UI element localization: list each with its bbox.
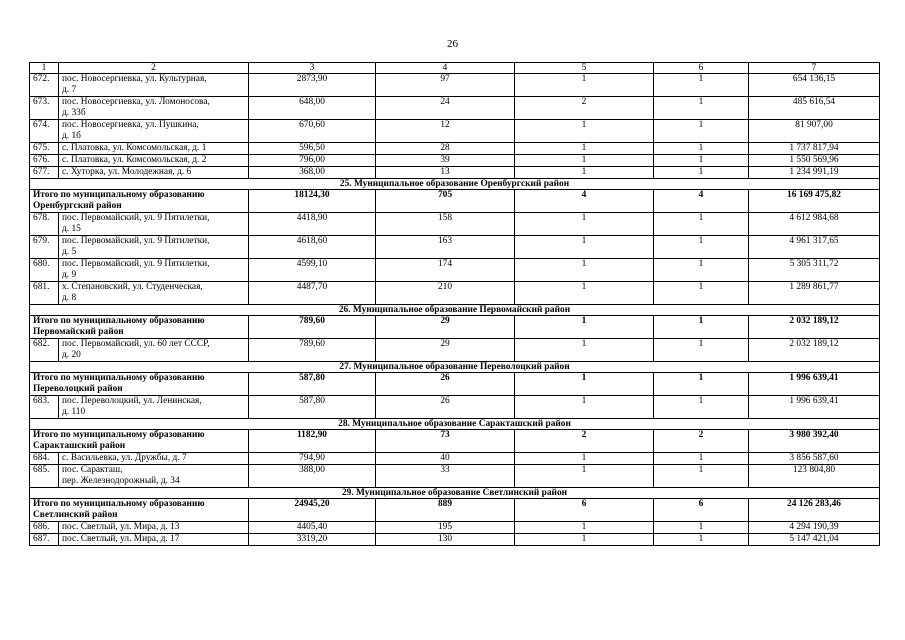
col-6-cell: 1 [654, 465, 749, 488]
area-cell: 789,60 [249, 339, 376, 362]
address-cell: с. Васильевка, ул. Дружбы, д. 7 [59, 453, 249, 465]
address-line-2: д. 7 [62, 85, 77, 95]
address-cell [59, 259, 249, 282]
col-5-cell: 1 [515, 465, 654, 488]
address-cell [59, 213, 249, 236]
column-header: 6 [654, 63, 749, 74]
address-cell [59, 97, 249, 120]
total-amount: 1 996 639,41 [749, 373, 880, 396]
amount-cell: 485 616,54 [749, 97, 880, 120]
total-col-6: 4 [654, 190, 749, 213]
row-number: 674. [30, 120, 59, 143]
column-header: 2 [59, 63, 249, 74]
amount-cell: 4 961 317,65 [749, 236, 880, 259]
address-cell: пос. Светлый, ул. Мира, д. 17 [59, 534, 249, 546]
row-number: 683. [30, 396, 59, 419]
total-amount: 24 126 283,46 [749, 499, 880, 522]
total-area: 1182,90 [249, 430, 376, 453]
area-cell: 796,00 [249, 155, 376, 167]
table-row [30, 534, 880, 546]
table-row [30, 236, 880, 259]
table-row [30, 282, 880, 305]
row-number: 676. [30, 155, 59, 167]
section-header-row [30, 179, 880, 190]
residents-cell: 158 [376, 213, 515, 236]
residents-cell: 130 [376, 534, 515, 546]
residents-cell: 33 [376, 465, 515, 488]
amount-cell: 1 737 817,94 [749, 143, 880, 155]
total-label-line-1: Итого по муниципальному образованию [33, 499, 205, 509]
table-row [30, 522, 880, 534]
row-number: 685. [30, 465, 59, 488]
area-cell: 648,00 [249, 97, 376, 120]
area-cell: 4599,10 [249, 259, 376, 282]
total-label [30, 499, 249, 522]
address-line-1: пос. Первомайский, ул. 9 Пятилетки, [62, 213, 210, 223]
residents-cell: 24 [376, 97, 515, 120]
col-6-cell: 1 [654, 143, 749, 155]
section-title: 29. Муниципальное образование Светлинский район [30, 488, 880, 499]
total-residents: 705 [376, 190, 515, 213]
section-title: 28. Муниципальное образование Саракташский район [30, 419, 880, 430]
col-6-cell: 1 [654, 236, 749, 259]
total-col-6: 1 [654, 316, 749, 339]
residents-cell: 40 [376, 453, 515, 465]
row-number: 678. [30, 213, 59, 236]
amount-cell: 1 996 639,41 [749, 396, 880, 419]
total-residents: 26 [376, 373, 515, 396]
area-cell: 4405,40 [249, 522, 376, 534]
amount-cell: 654 136,15 [749, 74, 880, 97]
col-5-cell: 1 [515, 236, 654, 259]
amount-cell: 4 294 190,39 [749, 522, 880, 534]
total-row [30, 316, 880, 339]
address-line-1: пос. Первомайский, ул. 9 Пятилетки, [62, 259, 210, 269]
address-line-2: д. 9 [62, 270, 77, 280]
col-6-cell: 1 [654, 97, 749, 120]
address-line-2: д. 15 [62, 224, 81, 234]
row-number: 682. [30, 339, 59, 362]
col-5-cell: 1 [515, 120, 654, 143]
table-row [30, 259, 880, 282]
total-label [30, 190, 249, 213]
address-cell: с. Хуторка, ул. Молодежная, д. 6 [59, 167, 249, 179]
total-amount: 16 169 475,82 [749, 190, 880, 213]
residents-cell: 26 [376, 396, 515, 419]
area-cell: 2873,90 [249, 74, 376, 97]
table-row [30, 155, 880, 167]
total-col-5: 6 [515, 499, 654, 522]
total-area: 587,80 [249, 373, 376, 396]
row-number: 679. [30, 236, 59, 259]
col-6-cell: 1 [654, 167, 749, 179]
col-5-cell: 1 [515, 534, 654, 546]
address-line-1: пос. Саракташ, [62, 465, 123, 475]
residents-cell: 97 [376, 74, 515, 97]
total-label-line-1: Итого по муниципальному образованию [33, 190, 205, 200]
total-col-6: 1 [654, 373, 749, 396]
section-header-row [30, 362, 880, 373]
section-header-row [30, 419, 880, 430]
total-area: 24945,20 [249, 499, 376, 522]
address-line-1: пос. Новосергиевка, ул. Пушкина, [62, 120, 199, 130]
total-label-line-2: Первомайский район [33, 327, 124, 337]
col-6-cell: 1 [654, 396, 749, 419]
column-header: 1 [30, 63, 59, 74]
column-header-row [30, 63, 880, 74]
column-header: 3 [249, 63, 376, 74]
col-6-cell: 1 [654, 522, 749, 534]
row-number: 684. [30, 453, 59, 465]
area-cell: 4487,70 [249, 282, 376, 305]
row-number: 681. [30, 282, 59, 305]
col-5-cell: 1 [515, 339, 654, 362]
col-6-cell: 1 [654, 213, 749, 236]
col-6-cell: 1 [654, 453, 749, 465]
total-row [30, 373, 880, 396]
column-header: 7 [749, 63, 880, 74]
residents-cell: 12 [376, 120, 515, 143]
table-row [30, 167, 880, 179]
total-row [30, 499, 880, 522]
total-label-line-1: Итого по муниципальному образованию [33, 373, 205, 383]
residents-cell: 174 [376, 259, 515, 282]
total-label [30, 373, 249, 396]
amount-cell: 1 550 569,96 [749, 155, 880, 167]
row-number: 673. [30, 97, 59, 120]
row-number: 680. [30, 259, 59, 282]
area-cell: 794,90 [249, 453, 376, 465]
amount-cell: 81 907,00 [749, 120, 880, 143]
col-5-cell: 1 [515, 74, 654, 97]
total-residents: 889 [376, 499, 515, 522]
total-col-5: 1 [515, 373, 654, 396]
col-5-cell: 1 [515, 259, 654, 282]
col-5-cell: 1 [515, 396, 654, 419]
residents-cell: 28 [376, 143, 515, 155]
total-label-line-2: Переволоцкий район [33, 384, 123, 394]
area-cell: 4618,60 [249, 236, 376, 259]
total-label [30, 430, 249, 453]
address-line-2: пер. Железнодорожный, д. 34 [62, 476, 180, 486]
section-title: 26. Муниципальное образование Первомайский район [30, 305, 880, 316]
section-header-row [30, 305, 880, 316]
col-5-cell: 1 [515, 143, 654, 155]
col-6-cell: 1 [654, 74, 749, 97]
residents-cell: 29 [376, 339, 515, 362]
residents-cell: 210 [376, 282, 515, 305]
col-6-cell: 1 [654, 339, 749, 362]
area-cell: 368,00 [249, 167, 376, 179]
col-6-cell: 1 [654, 155, 749, 167]
address-line-1: пос. Первомайский, ул. 60 лет СССР, [62, 339, 210, 349]
area-cell: 3319,20 [249, 534, 376, 546]
address-line-2: д. 5 [62, 247, 77, 257]
col-5-cell: 2 [515, 97, 654, 120]
amount-cell: 123 804,80 [749, 465, 880, 488]
residents-cell: 13 [376, 167, 515, 179]
residents-cell: 195 [376, 522, 515, 534]
total-col-6: 2 [654, 430, 749, 453]
table-row [30, 143, 880, 155]
amount-cell: 1 234 991,19 [749, 167, 880, 179]
total-label-line-1: Итого по муниципальному образованию [33, 430, 205, 440]
table-row [30, 74, 880, 97]
col-5-cell: 1 [515, 453, 654, 465]
total-label-line-2: Саракташский район [33, 441, 126, 451]
address-cell [59, 120, 249, 143]
address-line-1: пос. Переволоцкий, ул. Ленинская, [62, 396, 202, 406]
housing-register-table [29, 62, 880, 546]
address-line-1: пос. Новосергиевка, ул. Ломоносова, [62, 97, 210, 107]
residents-cell: 39 [376, 155, 515, 167]
table-row [30, 339, 880, 362]
address-cell [59, 465, 249, 488]
col-5-cell: 1 [515, 213, 654, 236]
amount-cell: 2 032 189,12 [749, 339, 880, 362]
total-label-line-2: Оренбургский район [33, 201, 122, 211]
table-row [30, 465, 880, 488]
total-col-6: 6 [654, 499, 749, 522]
address-line-2: д. 33б [62, 108, 86, 118]
row-number: 672. [30, 74, 59, 97]
amount-cell: 5 305 311,72 [749, 259, 880, 282]
address-line-1: пос. Новосергиевка, ул. Культурная, [62, 74, 207, 84]
section-title: 27. Муниципальное образование Переволоцкий район [30, 362, 880, 373]
section-title: 25. Муниципальное образование Оренбургский район [30, 179, 880, 190]
address-cell: с. Платовка, ул. Комсомольская, д. 2 [59, 155, 249, 167]
total-amount: 3 980 392,40 [749, 430, 880, 453]
total-label [30, 316, 249, 339]
residents-cell: 163 [376, 236, 515, 259]
total-label-line-1: Итого по муниципальному образованию [33, 316, 205, 326]
section-header-row [30, 488, 880, 499]
address-cell [59, 282, 249, 305]
address-cell [59, 339, 249, 362]
area-cell: 670,60 [249, 120, 376, 143]
address-line-2: д. 110 [62, 407, 86, 417]
total-amount: 2 032 189,12 [749, 316, 880, 339]
amount-cell: 5 147 421,04 [749, 534, 880, 546]
col-5-cell: 1 [515, 155, 654, 167]
address-cell: с. Платовка, ул. Комсомольская, д. 1 [59, 143, 249, 155]
row-number: 675. [30, 143, 59, 155]
col-6-cell: 1 [654, 534, 749, 546]
amount-cell: 3 856 587,60 [749, 453, 880, 465]
total-label-line-2: Светлинский район [33, 510, 118, 520]
address-line-1: х. Степановский, ул. Студенческая, [62, 282, 203, 292]
col-6-cell: 1 [654, 259, 749, 282]
total-residents: 29 [376, 316, 515, 339]
address-line-2: д. 8 [62, 293, 77, 303]
total-col-5: 1 [515, 316, 654, 339]
amount-cell: 4 612 984,68 [749, 213, 880, 236]
amount-cell: 1 289 861,77 [749, 282, 880, 305]
total-col-5: 4 [515, 190, 654, 213]
table-row [30, 213, 880, 236]
column-header: 5 [515, 63, 654, 74]
col-6-cell: 1 [654, 282, 749, 305]
area-cell: 388,00 [249, 465, 376, 488]
area-cell: 587,80 [249, 396, 376, 419]
row-number: 677. [30, 167, 59, 179]
total-area: 789,60 [249, 316, 376, 339]
address-cell [59, 74, 249, 97]
total-residents: 73 [376, 430, 515, 453]
total-area: 18124,30 [249, 190, 376, 213]
col-5-cell: 1 [515, 167, 654, 179]
area-cell: 4418,90 [249, 213, 376, 236]
total-row [30, 430, 880, 453]
area-cell: 596,50 [249, 143, 376, 155]
page-number: 26 [447, 38, 458, 50]
total-col-5: 2 [515, 430, 654, 453]
address-line-1: пос. Первомайский, ул. 9 Пятилетки, [62, 236, 210, 246]
column-header: 4 [376, 63, 515, 74]
address-cell [59, 396, 249, 419]
table-row [30, 396, 880, 419]
col-5-cell: 1 [515, 282, 654, 305]
total-row [30, 190, 880, 213]
row-number: 687. [30, 534, 59, 546]
address-line-2: д. 20 [62, 350, 81, 360]
row-number: 686. [30, 522, 59, 534]
address-line-2: д. 1б [62, 131, 81, 141]
table-row [30, 97, 880, 120]
table-row [30, 453, 880, 465]
col-5-cell: 1 [515, 522, 654, 534]
table-row [30, 120, 880, 143]
address-cell: пос. Светлый, ул. Мира, д. 13 [59, 522, 249, 534]
address-cell [59, 236, 249, 259]
col-6-cell: 1 [654, 120, 749, 143]
